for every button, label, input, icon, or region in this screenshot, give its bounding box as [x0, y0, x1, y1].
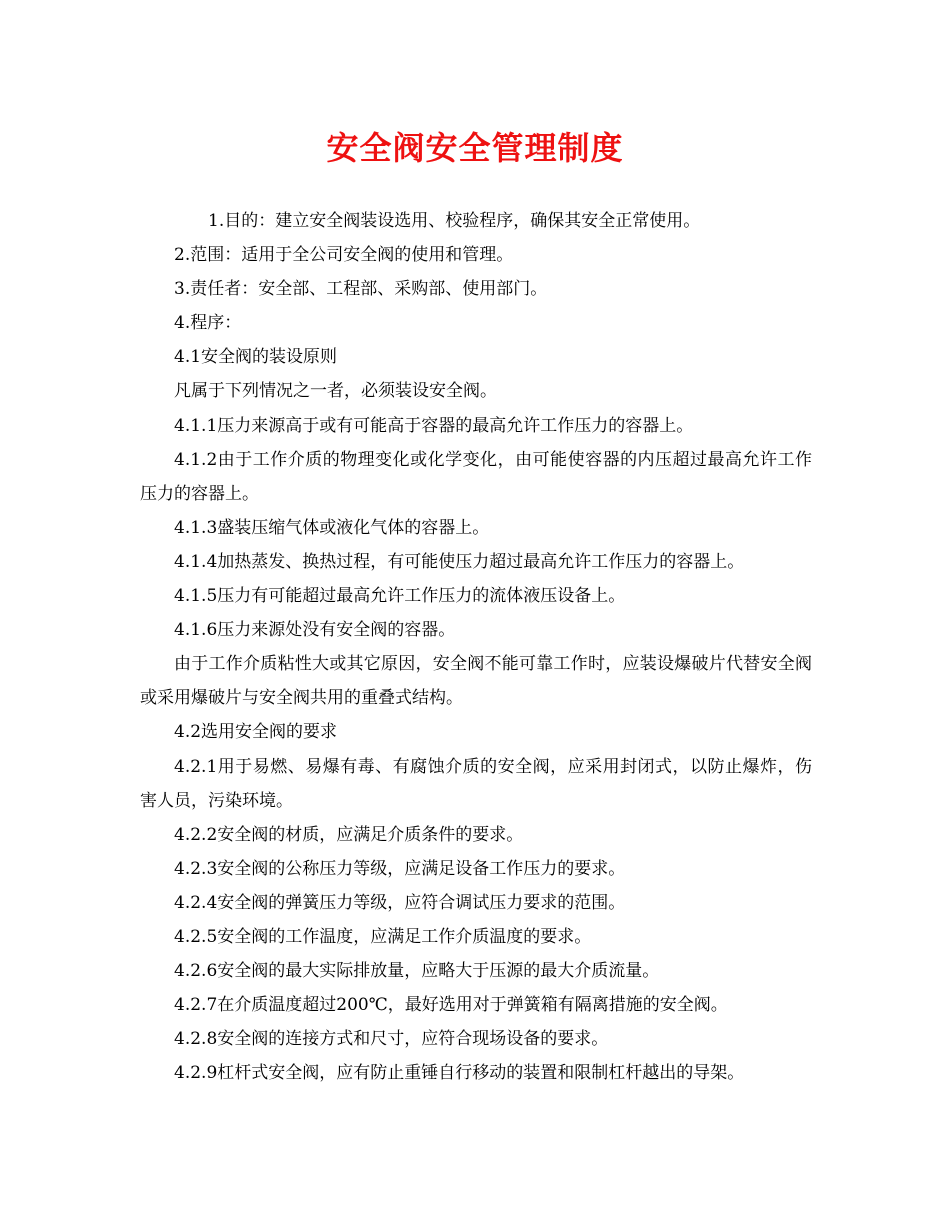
paragraph-responsible: 3.责任者：安全部、工程部、采购部、使用部门。: [174, 279, 548, 300]
paragraph-rupture-disc: 由于工作介质粘性大或其它原因，安全阀不能可靠工作时，应装设爆破片代替安全阀或采用爆破片与安全阀共用的重叠式结构。: [140, 654, 812, 709]
clause-4-2-4: 4.2.4安全阀的弹簧压力等级，应符合调试压力要求的范围。: [174, 892, 626, 913]
section-heading-4-2: 4.2选用安全阀的要求: [174, 722, 338, 743]
paragraph-purpose: 1.目的：建立安全阀装设选用、校验程序，确保其安全正常使用。: [208, 211, 701, 231]
paragraph-install-intro: 凡属于下列情况之一者，必须装设安全阀。: [174, 381, 497, 402]
clause-4-2-7: 4.2.7在介质温度超过200℃，最好选用对于弹簧箱有隔离措施的安全阀。: [174, 995, 728, 1016]
clause-4-2-8: 4.2.8安全阀的连接方式和尺寸，应符合现场设备的要求。: [174, 1029, 609, 1050]
paragraph-scope: 2.范围：适用于全公司安全阀的使用和管理。: [174, 245, 514, 266]
clause-4-2-3: 4.2.3安全阀的公称压力等级，应满足设备工作压力的要求。: [174, 858, 626, 879]
clause-4-2-2: 4.2.2安全阀的材质，应满足介质条件的要求。: [174, 824, 524, 845]
clause-4-2-6: 4.2.6安全阀的最大实际排放量，应略大于压源的最大介质流量。: [174, 961, 660, 982]
section-heading-4-1: 4.1安全阀的装设原则: [174, 347, 338, 368]
document-body: [140, 204, 812, 1090]
clause-4-2-1: 4.2.1用于易燃、易爆有毒、有腐蚀介质的安全阀，应采用封闭式，以防止爆炸，伤害人员，污染环境。: [140, 756, 812, 811]
clause-4-1-6: 4.1.6压力来源处没有安全阀的容器。: [174, 620, 456, 641]
clause-4-2-9: 4.2.9杠杆式安全阀，应有防止重锤自行移动的装置和限制杠杆越出的导架。: [174, 1063, 745, 1084]
clause-4-1-3: 4.1.3盛装压缩气体或液化气体的容器上。: [174, 517, 490, 538]
clause-4-1-2: 4.1.2由于工作介质的物理变化或化学变化，由可能使容器的内压超过最高允许工作压力的容器上。: [140, 449, 812, 504]
document-title: 安全阀安全管理制度: [326, 129, 624, 167]
paragraph-procedure: 4.程序：: [174, 313, 242, 334]
clause-4-1-4: 4.1.4加热蒸发、换热过程，有可能使压力超过最高允许工作压力的容器上。: [174, 551, 745, 572]
clause-4-1-5: 4.1.5压力有可能超过最高允许工作压力的流体液压设备上。: [174, 586, 626, 607]
clause-4-2-5: 4.2.5安全阀的工作温度，应满足工作介质温度的要求。: [174, 926, 592, 947]
clause-4-1-1: 4.1.1压力来源高于或有可能高于容器的最高允许工作压力的容器上。: [174, 415, 694, 436]
